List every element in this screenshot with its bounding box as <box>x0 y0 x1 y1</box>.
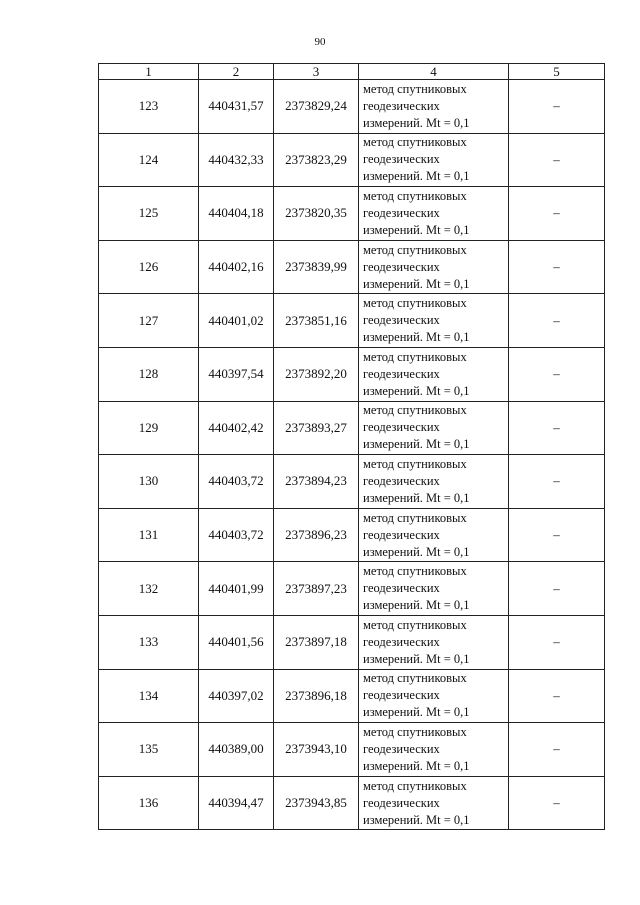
coordinates-table <box>98 63 605 830</box>
table-row <box>99 187 605 241</box>
y-coordinate-cell: 2373893,27 <box>274 401 359 455</box>
method-line: метод спутниковых <box>363 778 467 793</box>
method-line: геодезических <box>363 688 440 703</box>
method-line: измерений. Mt = 0,1 <box>363 544 470 559</box>
method-line: метод спутниковых <box>363 671 467 686</box>
x-coordinate-cell: 440389,00 <box>199 723 274 777</box>
note-cell: – <box>509 723 605 777</box>
method-line: геодезических <box>363 581 440 596</box>
table-row <box>99 508 605 562</box>
y-coordinate-cell: 2373851,16 <box>274 294 359 348</box>
table-header-row <box>99 64 605 80</box>
y-coordinate-cell: 2373839,99 <box>274 240 359 294</box>
x-coordinate-cell: 440401,56 <box>199 615 274 669</box>
y-coordinate-cell: 2373943,10 <box>274 723 359 777</box>
point-number-cell: 131 <box>99 508 199 562</box>
method-line: метод спутниковых <box>363 724 467 739</box>
note-cell: – <box>509 562 605 616</box>
method-cell <box>359 401 509 455</box>
point-number-cell: 123 <box>99 80 199 134</box>
note-cell: – <box>509 347 605 401</box>
method-line: метод спутниковых <box>363 296 467 311</box>
note-cell: – <box>509 508 605 562</box>
x-coordinate-cell: 440402,42 <box>199 401 274 455</box>
method-line: геодезических <box>363 795 440 810</box>
method-line: измерений. Mt = 0,1 <box>363 651 470 666</box>
method-cell <box>359 562 509 616</box>
y-coordinate-cell: 2373897,18 <box>274 615 359 669</box>
method-line: измерений. Mt = 0,1 <box>363 383 470 398</box>
method-line: метод спутниковых <box>363 456 467 471</box>
method-line: геодезических <box>363 473 440 488</box>
x-coordinate-cell: 440403,72 <box>199 508 274 562</box>
table-row <box>99 347 605 401</box>
y-coordinate-cell: 2373820,35 <box>274 187 359 241</box>
method-line: измерений. Mt = 0,1 <box>363 490 470 505</box>
x-coordinate-cell: 440402,16 <box>199 240 274 294</box>
point-number-cell: 127 <box>99 294 199 348</box>
point-number-cell: 128 <box>99 347 199 401</box>
method-line: геодезических <box>363 420 440 435</box>
method-line: геодезических <box>363 741 440 756</box>
x-coordinate-cell: 440403,72 <box>199 455 274 509</box>
method-line: метод спутниковых <box>363 403 467 418</box>
column-header-1: 1 <box>99 64 199 80</box>
note-cell: – <box>509 776 605 830</box>
method-cell <box>359 240 509 294</box>
y-coordinate-cell: 2373829,24 <box>274 80 359 134</box>
point-number-cell: 125 <box>99 187 199 241</box>
method-cell <box>359 508 509 562</box>
x-coordinate-cell: 440431,57 <box>199 80 274 134</box>
x-coordinate-cell: 440401,99 <box>199 562 274 616</box>
table-row <box>99 401 605 455</box>
table-row <box>99 776 605 830</box>
method-line: измерений. Mt = 0,1 <box>363 437 470 452</box>
note-cell: – <box>509 401 605 455</box>
table-row <box>99 294 605 348</box>
method-line: измерений. Mt = 0,1 <box>363 330 470 345</box>
method-line: метод спутниковых <box>363 188 467 203</box>
y-coordinate-cell: 2373823,29 <box>274 133 359 187</box>
y-coordinate-cell: 2373943,85 <box>274 776 359 830</box>
method-line: геодезических <box>363 634 440 649</box>
y-coordinate-cell: 2373892,20 <box>274 347 359 401</box>
note-cell: – <box>509 240 605 294</box>
method-cell <box>359 347 509 401</box>
method-cell <box>359 615 509 669</box>
method-cell <box>359 669 509 723</box>
method-line: метод спутниковых <box>363 617 467 632</box>
method-line: геодезических <box>363 98 440 113</box>
table-row <box>99 615 605 669</box>
method-cell <box>359 455 509 509</box>
method-line: измерений. Mt = 0,1 <box>363 276 470 291</box>
method-cell <box>359 187 509 241</box>
table-row <box>99 80 605 134</box>
column-header-4: 4 <box>359 64 509 80</box>
method-line: измерений. Mt = 0,1 <box>363 222 470 237</box>
table-row <box>99 669 605 723</box>
table-body <box>99 80 605 830</box>
note-cell: – <box>509 80 605 134</box>
column-header-3: 3 <box>274 64 359 80</box>
x-coordinate-cell: 440401,02 <box>199 294 274 348</box>
note-cell: – <box>509 187 605 241</box>
method-line: измерений. Mt = 0,1 <box>363 169 470 184</box>
x-coordinate-cell: 440397,54 <box>199 347 274 401</box>
point-number-cell: 133 <box>99 615 199 669</box>
table-row <box>99 133 605 187</box>
method-cell <box>359 294 509 348</box>
y-coordinate-cell: 2373896,23 <box>274 508 359 562</box>
point-number-cell: 132 <box>99 562 199 616</box>
note-cell: – <box>509 294 605 348</box>
y-coordinate-cell: 2373897,23 <box>274 562 359 616</box>
method-line: геодезических <box>363 205 440 220</box>
table-row <box>99 455 605 509</box>
point-number-cell: 134 <box>99 669 199 723</box>
method-line: геодезических <box>363 152 440 167</box>
method-cell <box>359 776 509 830</box>
method-cell <box>359 80 509 134</box>
method-line: метод спутниковых <box>363 510 467 525</box>
method-line: метод спутниковых <box>363 135 467 150</box>
point-number-cell: 135 <box>99 723 199 777</box>
method-line: геодезических <box>363 366 440 381</box>
point-number-cell: 126 <box>99 240 199 294</box>
point-number-cell: 129 <box>99 401 199 455</box>
column-header-5: 5 <box>509 64 605 80</box>
method-line: метод спутниковых <box>363 81 467 96</box>
x-coordinate-cell: 440432,33 <box>199 133 274 187</box>
method-line: метод спутниковых <box>363 564 467 579</box>
y-coordinate-cell: 2373896,18 <box>274 669 359 723</box>
y-coordinate-cell: 2373894,23 <box>274 455 359 509</box>
note-cell: – <box>509 133 605 187</box>
point-number-cell: 124 <box>99 133 199 187</box>
table-row <box>99 562 605 616</box>
method-line: измерений. Mt = 0,1 <box>363 812 470 827</box>
x-coordinate-cell: 440404,18 <box>199 187 274 241</box>
method-line: измерений. Mt = 0,1 <box>363 115 470 130</box>
note-cell: – <box>509 669 605 723</box>
x-coordinate-cell: 440394,47 <box>199 776 274 830</box>
note-cell: – <box>509 615 605 669</box>
column-header-2: 2 <box>199 64 274 80</box>
table-row <box>99 240 605 294</box>
method-line: геодезических <box>363 527 440 542</box>
method-line: метод спутниковых <box>363 349 467 364</box>
point-number-cell: 130 <box>99 455 199 509</box>
method-cell <box>359 723 509 777</box>
method-line: геодезических <box>363 313 440 328</box>
table-row <box>99 723 605 777</box>
method-line: метод спутниковых <box>363 242 467 257</box>
x-coordinate-cell: 440397,02 <box>199 669 274 723</box>
note-cell: – <box>509 455 605 509</box>
method-line: измерений. Mt = 0,1 <box>363 705 470 720</box>
method-line: измерений. Mt = 0,1 <box>363 758 470 773</box>
page-number: 90 <box>314 36 326 48</box>
point-number-cell: 136 <box>99 776 199 830</box>
method-cell <box>359 133 509 187</box>
method-line: измерений. Mt = 0,1 <box>363 598 470 613</box>
method-line: геодезических <box>363 259 440 274</box>
